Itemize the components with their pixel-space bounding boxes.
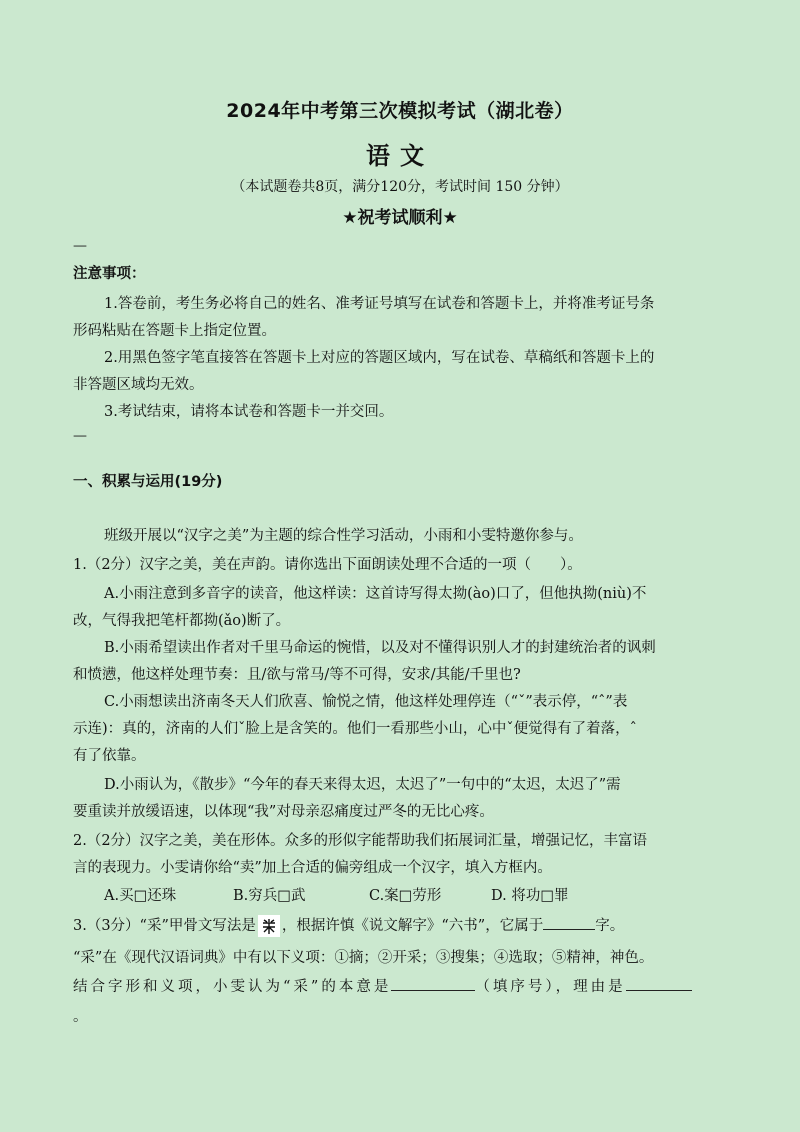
q2-stem-line1: 2.（2分）汉字之美，美在形体。众多的形似字能帮助我们拓展词汇量，增强记忆，丰富语: [73, 833, 648, 849]
notice-item-2a: 2.用黑色签字笔直接答在答题卡上对应的答题区域内，写在试卷、草稿纸和答题卡上的: [104, 350, 655, 366]
exam-title: 2024年中考第三次模拟考试（湖北卷）: [226, 100, 574, 122]
section-heading: 一、积累与运用(19分): [73, 474, 223, 490]
q1-option-c-line1: C.小雨想读出济南冬天人们欣喜、愉悦之情，他这样处理停连（“ˇ”表示停，“ˆ”表: [104, 694, 628, 710]
q3-stem-part1: 3.（3分）“采”甲骨文写法是: [73, 918, 256, 934]
q2-option-a: A.买□还珠: [104, 888, 177, 904]
q2-stem-line2: 言的表现力。小雯请你给“卖”加上合适的偏旁组成一个汉字，填入方框内。: [73, 860, 552, 876]
q3-blank-meaning[interactable]: [391, 976, 475, 991]
notices-heading: 注意事项：: [73, 266, 146, 282]
q3-stem-line1: [73, 914, 624, 937]
notice-item-1b: 形码粘贴在答题卡上指定位置。: [73, 323, 276, 339]
q3-stem-part4: 结合字形和义项，小雯认为“采”的本意是: [73, 979, 392, 995]
exam-note: （本试题卷共8页，满分120分，考试时间 150 分钟）: [231, 179, 569, 195]
notice-item-3: 3.考试结束，请将本试卷和答题卡一并交回。: [104, 404, 394, 420]
q1-option-b-line1: B.小雨希望读出作者对千里马命运的惋惜，以及对不懂得识别人才的封建统治者的讽刺: [104, 640, 656, 656]
q1-option-d-line1: D.小雨认为，《散步》“今年的春天来得太迟，太迟了”一句中的“太迟，太迟了”需: [104, 777, 621, 793]
good-luck-line: ★祝考试顺利★: [342, 208, 458, 228]
q3-stem-line2: “采”在《现代汉语词典》中有以下义项：①摘；②开采；③搜集；④选取；⑤精神，神色。: [73, 950, 654, 966]
q1-option-b-line2: 和愤懑，他这样处理节奏：且/欲与常马/等不可得，安求/其能/千里也?: [73, 667, 521, 683]
q2-option-b: B.穷兵□武: [233, 888, 306, 904]
q3-stem-line4: 。: [73, 1009, 88, 1025]
q3-stem-line3: [73, 975, 692, 996]
q3-stem-part5: （填序号），理由是: [475, 979, 626, 995]
q3-stem-part2: ，根据许慎《说文解字》“六书”，它属于: [281, 918, 544, 934]
q1-option-c-line3: 有了依靠。: [73, 748, 146, 764]
q1-option-a-line2: 改，气得我把笔杆都拗(ǎo)断了。: [73, 613, 291, 629]
q3-stem-part3: 字。: [595, 918, 625, 934]
subject-title: 语文: [366, 142, 434, 170]
divider-top: —: [73, 238, 87, 254]
divider-bottom: —: [73, 428, 87, 444]
q3-blank-reason[interactable]: [626, 976, 692, 991]
q1-option-a-line1: A.小雨注意到多音字的读音，他这样读：这首诗写得太拗(ào)口了，但他执拗(niù)不: [104, 586, 647, 602]
q2-option-c: C.案□劳形: [369, 888, 442, 904]
q1-stem: 1.（2分）汉字之美，美在声韵。请你选出下面朗读处理不合适的一项（ ）。: [73, 557, 582, 573]
notice-item-2b: 非答题区域均无效。: [73, 377, 204, 393]
q1-option-c-line2: 示连)：真的，济南的人们ˇ脸上是含笑的。他们一看那些小山，心中ˇ便觉得有了着落，ˆ: [73, 721, 637, 737]
section-intro: 班级开展以“汉字之美”为主题的综合性学习活动，小雨和小雯特邀你参与。: [104, 528, 583, 544]
q1-option-d-line2: 要重读并放缓语速，以体现“我”对母亲忍痛度过严冬的无比心疼。: [73, 804, 494, 820]
q3-blank-category[interactable]: [543, 915, 595, 930]
notice-item-1a: 1.答卷前，考生务必将自己的姓名、准考证号填写在试卷和答题卡上，并将准考证号条: [104, 296, 655, 312]
oracle-bone-cai-image: [258, 915, 280, 937]
q2-option-d: D. 将功□罪: [491, 888, 569, 904]
